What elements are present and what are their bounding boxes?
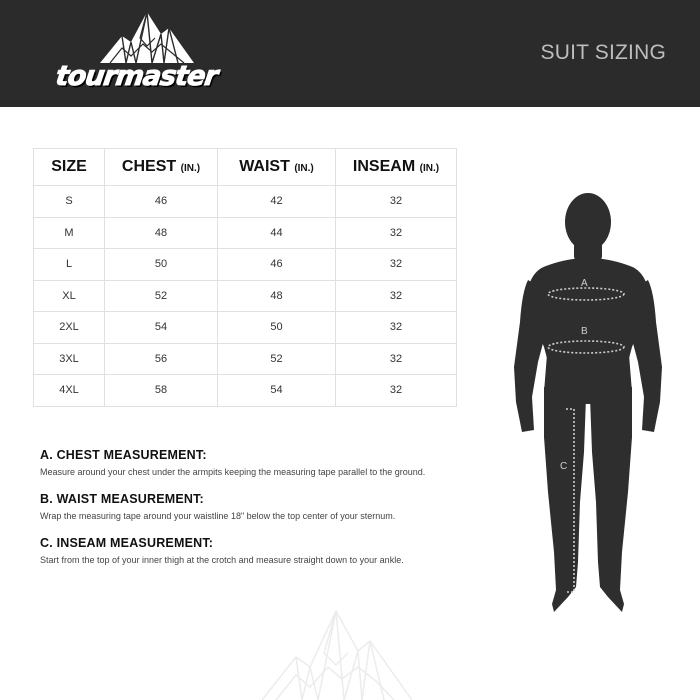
chest-cell: 48 — [105, 217, 218, 249]
inseam-measurement-text: Start from the top of your inner thigh at the crotch and measure straight down to your ankle. — [40, 555, 404, 565]
waist-cell: 48 — [218, 280, 336, 312]
table-row — [34, 375, 457, 407]
size-cell: XL — [34, 280, 105, 312]
label-c: C — [560, 461, 568, 472]
chest-cell: 58 — [105, 375, 218, 407]
chest-header-label: CHEST — [121, 158, 177, 175]
measurement-instructions — [40, 448, 490, 580]
body-silhouette-icon — [514, 193, 662, 612]
chest-cell: 46 — [105, 186, 218, 218]
page-title: SUIT SIZING — [540, 41, 666, 64]
chest-header — [105, 149, 218, 186]
chest-cell: 52 — [105, 280, 218, 312]
size-header — [34, 149, 105, 186]
label-a: A — [581, 278, 588, 289]
waist-header-unit: (IN.) — [294, 163, 314, 174]
label-b: B — [581, 326, 588, 337]
inseam-header-label: INSEAM — [352, 158, 416, 175]
size-cell: S — [34, 186, 105, 218]
inseam-measurement-block — [40, 536, 490, 565]
waist-cell: 44 — [218, 217, 336, 249]
table-row — [34, 186, 457, 218]
waist-cell: 50 — [218, 312, 336, 344]
inseam-cell: 32 — [336, 312, 457, 344]
waist-header-label: WAIST — [239, 158, 290, 175]
chest-cell: 56 — [105, 343, 218, 375]
waist-header — [218, 149, 336, 186]
inseam-header-unit: (IN.) — [419, 163, 440, 174]
size-cell: M — [34, 217, 105, 249]
table-row — [34, 217, 457, 249]
inseam-cell: 32 — [336, 343, 457, 375]
inseam-measurement-title: C. INSEAM MEASUREMENT: — [40, 536, 214, 550]
waist-measurement-text: Wrap the measuring tape around your waistline 18" below the top center of your sternum. — [40, 511, 396, 521]
size-cell: 2XL — [34, 312, 105, 344]
table-row — [34, 312, 457, 344]
waist-measurement-title: B. WAIST MEASUREMENT: — [40, 492, 204, 506]
size-cell: 4XL — [34, 375, 105, 407]
size-cell: L — [34, 249, 105, 281]
chest-cell: 50 — [105, 249, 218, 281]
inseam-header — [336, 149, 457, 186]
mountain-logo-icon — [100, 8, 194, 64]
inseam-cell: 32 — [336, 217, 457, 249]
logo-wordmark: tourmaster — [53, 61, 220, 92]
waist-cell: 42 — [218, 186, 336, 218]
table-header-row — [34, 149, 457, 186]
inseam-cell: 32 — [336, 375, 457, 407]
size-chart-table — [33, 148, 457, 407]
waist-measurement-block — [40, 492, 490, 521]
inseam-cell: 32 — [336, 249, 457, 281]
inseam-cell: 32 — [336, 186, 457, 218]
waist-cell: 54 — [218, 375, 336, 407]
body-silhouette-figure — [508, 192, 668, 622]
brand-logo — [53, 8, 238, 98]
waist-cell: 52 — [218, 343, 336, 375]
mountain-watermark-icon — [262, 605, 412, 700]
table-row — [34, 343, 457, 375]
chest-measurement-block — [40, 448, 490, 477]
table-row — [34, 280, 457, 312]
chest-cell: 54 — [105, 312, 218, 344]
size-header-label: SIZE — [51, 158, 87, 175]
chest-header-unit: (IN.) — [180, 163, 201, 174]
size-cell: 3XL — [34, 343, 105, 375]
chest-measurement-text: Measure around your chest under the armpits keeping the measuring tape parallel to the ground. — [40, 467, 426, 477]
inseam-cell: 32 — [336, 280, 457, 312]
header-bar — [0, 0, 700, 107]
chest-measurement-title: A. CHEST MEASUREMENT: — [40, 448, 207, 462]
waist-cell: 46 — [218, 249, 336, 281]
table-row — [34, 249, 457, 281]
